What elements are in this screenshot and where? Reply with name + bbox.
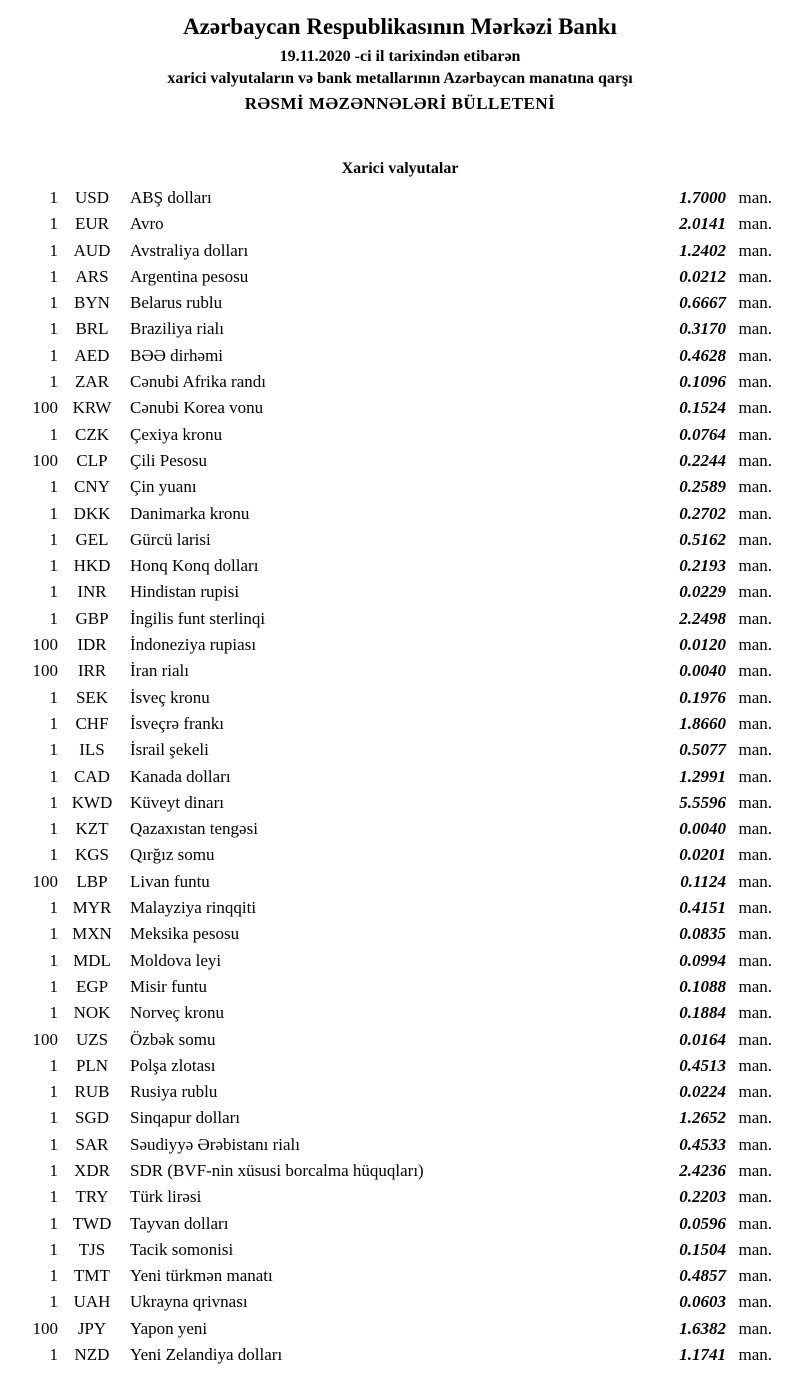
bank-title: Azərbaycan Respublikasının Mərkəzi Bankı bbox=[183, 14, 617, 39]
currency-name-cell: Norveç kronu bbox=[130, 1003, 224, 1023]
table-row bbox=[22, 319, 772, 345]
currency-code-cell: CHF bbox=[75, 713, 109, 733]
table-row bbox=[22, 451, 772, 477]
currency-code-cell: ILS bbox=[79, 740, 105, 760]
currency-code-cell: KRW bbox=[72, 398, 112, 418]
quantity-cell: 1 bbox=[49, 608, 58, 628]
unit-cell: man. bbox=[738, 635, 772, 655]
rate-cell: 5.5596 bbox=[679, 792, 726, 812]
scope-line: xarici valyutaların və bank metallarının Azərbaycan manatına qarşı bbox=[167, 70, 633, 87]
rate-cell: 0.0835 bbox=[679, 924, 726, 944]
currency-name-cell: Argentina pesosu bbox=[130, 266, 249, 286]
rate-cell: 0.5162 bbox=[679, 529, 726, 549]
currency-code-cell: AED bbox=[74, 345, 110, 365]
currency-name-cell: Özbək somu bbox=[130, 1029, 216, 1049]
currency-code-cell: HKD bbox=[73, 556, 111, 576]
table-row bbox=[22, 635, 772, 661]
currency-name-cell: Çexiya kronu bbox=[130, 424, 223, 444]
currency-name-cell: SDR (BVF-nin xüsusi borcalma hüquqları) bbox=[130, 1160, 424, 1180]
currency-code-cell: CLP bbox=[76, 450, 108, 470]
currency-name-cell: Moldova leyi bbox=[130, 950, 222, 970]
currency-name-cell: Livan funtu bbox=[130, 871, 210, 891]
currency-code-cell: CZK bbox=[75, 424, 109, 444]
table-row bbox=[22, 977, 772, 1003]
rate-cell: 0.4513 bbox=[679, 1055, 726, 1075]
quantity-cell: 1 bbox=[49, 819, 58, 839]
currency-code-cell: USD bbox=[74, 188, 109, 207]
currency-name-cell: Rusiya rublu bbox=[130, 1082, 218, 1102]
quantity-cell: 1 bbox=[49, 188, 58, 207]
currency-name-cell: Malayziya rinqqiti bbox=[130, 898, 257, 918]
unit-cell: man. bbox=[738, 898, 772, 918]
rate-cell: 0.1524 bbox=[679, 398, 726, 418]
rate-cell: 1.2991 bbox=[679, 766, 726, 786]
currency-name-cell: İndoneziya rupiası bbox=[130, 635, 257, 655]
table-row bbox=[22, 1266, 772, 1292]
currency-code-cell: PLN bbox=[75, 1055, 109, 1075]
table-row bbox=[22, 845, 772, 871]
quantity-cell: 1 bbox=[49, 345, 58, 365]
table-row bbox=[22, 241, 772, 267]
rate-cell: 0.0994 bbox=[679, 950, 726, 970]
currency-name-cell: Belarus rublu bbox=[130, 293, 223, 313]
currency-name-cell: Çin yuanı bbox=[130, 477, 197, 497]
currency-name-cell: ABŞ dolları bbox=[130, 188, 212, 207]
rate-cell: 0.0212 bbox=[679, 266, 726, 286]
rate-cell: 0.4533 bbox=[679, 1134, 726, 1154]
quantity-cell: 1 bbox=[49, 214, 58, 234]
currency-name-cell: Sinqapur dolları bbox=[130, 1108, 241, 1128]
quantity-cell: 1 bbox=[49, 713, 58, 733]
currency-name-cell: İran rialı bbox=[130, 661, 189, 681]
rate-cell: 0.0120 bbox=[679, 635, 726, 655]
quantity-cell: 100 bbox=[32, 1029, 58, 1049]
unit-cell: man. bbox=[738, 319, 772, 339]
currency-name-cell: Səudiyyə Ərəbistanı rialı bbox=[130, 1134, 300, 1154]
currency-name-cell: Braziliya rialı bbox=[130, 319, 224, 339]
rate-cell: 0.1976 bbox=[679, 687, 726, 707]
quantity-cell: 100 bbox=[32, 661, 58, 681]
currency-name-cell: Polşa zlotası bbox=[130, 1055, 216, 1075]
quantity-cell: 1 bbox=[49, 582, 58, 602]
rate-cell: 0.1504 bbox=[679, 1239, 726, 1259]
unit-cell: man. bbox=[738, 1029, 772, 1049]
rate-cell: 0.4151 bbox=[679, 898, 726, 918]
table-row bbox=[22, 951, 772, 977]
quantity-cell: 1 bbox=[49, 792, 58, 812]
currency-name-cell: Gürcü larisi bbox=[130, 529, 211, 549]
currency-code-cell: BRL bbox=[75, 319, 109, 339]
currency-code-cell: MYR bbox=[72, 898, 112, 918]
table-row bbox=[22, 898, 772, 924]
unit-cell: man. bbox=[738, 1266, 772, 1286]
rate-cell: 0.1884 bbox=[679, 1003, 726, 1023]
currency-code-cell: LBP bbox=[76, 871, 108, 891]
table-row bbox=[22, 530, 772, 556]
currency-name-cell: Qırğız somu bbox=[130, 845, 215, 865]
currency-name-cell: Cənubi Korea vonu bbox=[130, 398, 264, 418]
table-row bbox=[22, 372, 772, 398]
currency-code-cell: UZS bbox=[75, 1029, 109, 1049]
currency-name-cell: İsrail şekeli bbox=[130, 740, 209, 760]
rate-cell: 1.6382 bbox=[679, 1318, 726, 1338]
unit-cell: man. bbox=[738, 845, 772, 865]
unit-cell: man. bbox=[738, 582, 772, 602]
currency-code-cell: ARS bbox=[75, 266, 109, 286]
currency-code-cell: CNY bbox=[74, 477, 110, 497]
unit-cell: man. bbox=[738, 1345, 772, 1365]
currency-name-cell: Kanada dolları bbox=[130, 766, 231, 786]
table-row bbox=[22, 1056, 772, 1082]
table-row bbox=[22, 556, 772, 582]
quantity-cell: 1 bbox=[49, 1082, 58, 1102]
unit-cell: man. bbox=[738, 188, 772, 207]
rate-cell: 0.2203 bbox=[679, 1187, 726, 1207]
currency-name-cell: Türk lirəsi bbox=[130, 1187, 202, 1207]
table-row bbox=[22, 1292, 772, 1318]
currency-name-cell: Küveyt dinarı bbox=[130, 792, 224, 812]
currency-code-cell: GBP bbox=[75, 608, 109, 628]
unit-cell: man. bbox=[738, 766, 772, 786]
rate-cell: 0.3170 bbox=[679, 319, 726, 339]
currency-code-cell: AUD bbox=[73, 240, 111, 260]
unit-cell: man. bbox=[738, 740, 772, 760]
rate-cell: 0.2702 bbox=[679, 503, 726, 523]
rate-cell: 0.0596 bbox=[679, 1213, 726, 1233]
currency-name-cell: Honq Konq dolları bbox=[130, 556, 259, 576]
table-row bbox=[22, 609, 772, 635]
table-row bbox=[22, 267, 772, 293]
unit-cell: man. bbox=[738, 240, 772, 260]
currency-code-cell: TWD bbox=[72, 1213, 112, 1233]
table-row bbox=[22, 740, 772, 766]
currency-code-cell: SAR bbox=[75, 1134, 109, 1154]
unit-cell: man. bbox=[738, 266, 772, 286]
unit-cell: man. bbox=[738, 1055, 772, 1075]
currency-code-cell: GEL bbox=[75, 529, 109, 549]
currency-name-cell: Hindistan rupisi bbox=[130, 582, 240, 602]
quantity-cell: 100 bbox=[32, 398, 58, 418]
currency-code-cell: TRY bbox=[75, 1187, 109, 1207]
rate-cell: 0.1096 bbox=[679, 372, 726, 392]
unit-cell: man. bbox=[738, 661, 772, 681]
rate-cell: 0.4628 bbox=[679, 345, 726, 365]
currency-name-cell: Avro bbox=[130, 214, 164, 234]
currency-code-cell: MDL bbox=[73, 950, 111, 970]
unit-cell: man. bbox=[738, 1108, 772, 1128]
table-row bbox=[22, 1082, 772, 1108]
quantity-cell: 1 bbox=[49, 1266, 58, 1286]
unit-cell: man. bbox=[738, 950, 772, 970]
unit-cell: man. bbox=[738, 450, 772, 470]
currency-code-cell: KWD bbox=[71, 792, 113, 812]
quantity-cell: 1 bbox=[49, 1345, 58, 1365]
rate-cell: 0.0164 bbox=[679, 1029, 726, 1049]
rate-cell: 0.2589 bbox=[679, 477, 726, 497]
quantity-cell: 1 bbox=[49, 687, 58, 707]
unit-cell: man. bbox=[738, 345, 772, 365]
table-row bbox=[22, 214, 772, 240]
currency-code-cell: SEK bbox=[75, 687, 109, 707]
currency-name-cell: Danimarka kronu bbox=[130, 503, 250, 523]
currency-name-cell: İsveç kronu bbox=[130, 687, 210, 707]
currency-name-cell: İngilis funt sterlinqi bbox=[130, 608, 266, 628]
unit-cell: man. bbox=[738, 1003, 772, 1023]
unit-cell: man. bbox=[738, 1187, 772, 1207]
currency-code-cell: SGD bbox=[74, 1108, 109, 1128]
currency-code-cell: TJS bbox=[78, 1239, 106, 1259]
table-row bbox=[22, 1187, 772, 1213]
table-row bbox=[22, 1135, 772, 1161]
table-row bbox=[22, 767, 772, 793]
quantity-cell: 1 bbox=[49, 1134, 58, 1154]
quantity-cell: 1 bbox=[49, 529, 58, 549]
table-row bbox=[22, 1214, 772, 1240]
table-row bbox=[22, 1108, 772, 1134]
currency-code-cell: IDR bbox=[77, 635, 107, 655]
quantity-cell: 1 bbox=[49, 372, 58, 392]
rate-cell: 1.1741 bbox=[679, 1345, 726, 1365]
currency-code-cell: ZAR bbox=[75, 372, 109, 392]
unit-cell: man. bbox=[738, 214, 772, 234]
currency-name-cell: Yeni Zelandiya dolları bbox=[130, 1345, 283, 1365]
currency-code-cell: KZT bbox=[75, 819, 109, 839]
currency-code-cell: IRR bbox=[77, 661, 107, 681]
table-row bbox=[22, 504, 772, 530]
table-row bbox=[22, 582, 772, 608]
quantity-cell: 100 bbox=[32, 635, 58, 655]
currency-code-cell: NOK bbox=[73, 1003, 111, 1023]
unit-cell: man. bbox=[738, 608, 772, 628]
section-title-foreign-currencies: Xarici valyutalar bbox=[341, 160, 459, 177]
table-row bbox=[22, 688, 772, 714]
rate-cell: 0.1124 bbox=[680, 871, 726, 891]
table-row bbox=[22, 714, 772, 740]
table-row bbox=[22, 477, 772, 503]
unit-cell: man. bbox=[738, 924, 772, 944]
table-row bbox=[22, 1319, 772, 1345]
quantity-cell: 1 bbox=[49, 1239, 58, 1259]
unit-cell: man. bbox=[738, 871, 772, 891]
quantity-cell: 1 bbox=[49, 556, 58, 576]
currency-name-cell: Tayvan dolları bbox=[130, 1213, 229, 1233]
quantity-cell: 1 bbox=[49, 766, 58, 786]
quantity-cell: 100 bbox=[32, 871, 58, 891]
quantity-cell: 1 bbox=[49, 293, 58, 313]
unit-cell: man. bbox=[738, 792, 772, 812]
quantity-cell: 1 bbox=[49, 1055, 58, 1075]
unit-cell: man. bbox=[738, 1318, 772, 1338]
quantity-cell: 1 bbox=[49, 319, 58, 339]
table-row bbox=[22, 346, 772, 372]
quantity-cell: 1 bbox=[49, 740, 58, 760]
rate-cell: 0.0764 bbox=[679, 424, 726, 444]
rate-cell: 2.2498 bbox=[679, 608, 726, 628]
unit-cell: man. bbox=[738, 819, 772, 839]
unit-cell: man. bbox=[738, 976, 772, 996]
unit-cell: man. bbox=[738, 1292, 772, 1312]
quantity-cell: 1 bbox=[49, 240, 58, 260]
rate-cell: 0.0040 bbox=[679, 819, 726, 839]
bulletin-header bbox=[0, 14, 800, 114]
rate-cell: 0.2193 bbox=[679, 556, 726, 576]
quantity-cell: 1 bbox=[49, 1108, 58, 1128]
currency-code-cell: JPY bbox=[77, 1318, 107, 1338]
quantity-cell: 100 bbox=[32, 450, 58, 470]
quantity-cell: 1 bbox=[49, 976, 58, 996]
quantity-cell: 1 bbox=[49, 477, 58, 497]
currency-code-cell: DKK bbox=[73, 503, 111, 523]
table-row bbox=[22, 1345, 772, 1371]
currency-code-cell: XDR bbox=[74, 1160, 110, 1180]
unit-cell: man. bbox=[738, 687, 772, 707]
rate-cell: 0.1088 bbox=[679, 976, 726, 996]
rate-cell: 0.0229 bbox=[679, 582, 726, 602]
table-row bbox=[22, 661, 772, 687]
rate-cell: 0.2244 bbox=[679, 450, 726, 470]
unit-cell: man. bbox=[738, 293, 772, 313]
currency-name-cell: Yeni türkmən manatı bbox=[130, 1266, 273, 1286]
currency-code-cell: UAH bbox=[73, 1292, 111, 1312]
table-row bbox=[22, 1240, 772, 1266]
rate-cell: 0.5077 bbox=[679, 740, 726, 760]
unit-cell: man. bbox=[738, 424, 772, 444]
quantity-cell: 1 bbox=[49, 924, 58, 944]
bulletin-title: RƏSMİ MƏZƏNNƏLƏRİ BÜLLETENİ bbox=[244, 94, 556, 113]
currency-code-cell: CAD bbox=[74, 766, 110, 786]
table-row bbox=[22, 425, 772, 451]
unit-cell: man. bbox=[738, 398, 772, 418]
effective-date-line: 19.11.2020 -ci il tarixindən etibarən bbox=[279, 48, 521, 65]
rate-cell: 1.2402 bbox=[679, 240, 726, 260]
rate-cell: 0.0040 bbox=[679, 661, 726, 681]
table-row bbox=[22, 1003, 772, 1029]
currency-name-cell: Meksika pesosu bbox=[130, 924, 240, 944]
currency-name-cell: İsveçrə frankı bbox=[130, 713, 224, 733]
quantity-cell: 1 bbox=[49, 1292, 58, 1312]
currency-name-cell: Cənubi Afrika randı bbox=[130, 372, 266, 392]
rate-cell: 2.4236 bbox=[679, 1160, 726, 1180]
rate-cell: 0.0603 bbox=[679, 1292, 726, 1312]
unit-cell: man. bbox=[738, 372, 772, 392]
currency-code-cell: KGS bbox=[74, 845, 109, 865]
currency-code-cell: NZD bbox=[74, 1345, 110, 1365]
table-row bbox=[22, 1161, 772, 1187]
currency-name-cell: Avstraliya dolları bbox=[130, 240, 249, 260]
quantity-cell: 1 bbox=[49, 1213, 58, 1233]
currency-code-cell: EGP bbox=[75, 976, 109, 996]
quantity-cell: 100 bbox=[32, 1318, 58, 1338]
quantity-cell: 1 bbox=[49, 845, 58, 865]
rate-cell: 0.0224 bbox=[679, 1082, 726, 1102]
table-row bbox=[22, 188, 772, 214]
currency-name-cell: Çili Pesosu bbox=[130, 450, 207, 470]
currency-name-cell: Tacik somonisi bbox=[130, 1239, 234, 1259]
unit-cell: man. bbox=[738, 503, 772, 523]
rate-cell: 1.2652 bbox=[679, 1108, 726, 1128]
rate-cell: 0.0201 bbox=[679, 845, 726, 865]
quantity-cell: 1 bbox=[49, 950, 58, 970]
currency-name-cell: Yapon yeni bbox=[130, 1318, 208, 1338]
currency-code-cell: INR bbox=[77, 582, 107, 602]
currency-name-cell: Qazaxıstan tengəsi bbox=[130, 819, 258, 839]
unit-cell: man. bbox=[738, 1160, 772, 1180]
unit-cell: man. bbox=[738, 529, 772, 549]
table-row bbox=[22, 924, 772, 950]
currency-code-cell: BYN bbox=[74, 293, 110, 313]
currency-code-cell: EUR bbox=[75, 214, 109, 234]
quantity-cell: 1 bbox=[49, 1003, 58, 1023]
unit-cell: man. bbox=[738, 713, 772, 733]
rate-cell: 0.6667 bbox=[679, 293, 726, 313]
currency-code-cell: RUB bbox=[74, 1082, 110, 1102]
quantity-cell: 1 bbox=[49, 1160, 58, 1180]
rate-cell: 2.0141 bbox=[679, 214, 726, 234]
table-row bbox=[22, 398, 772, 424]
quantity-cell: 1 bbox=[49, 898, 58, 918]
currency-code-cell: MXN bbox=[72, 924, 112, 944]
unit-cell: man. bbox=[738, 1082, 772, 1102]
table-row bbox=[22, 293, 772, 319]
quantity-cell: 1 bbox=[49, 1187, 58, 1207]
exchange-rates-table bbox=[0, 188, 800, 1371]
table-row bbox=[22, 872, 772, 898]
table-row bbox=[22, 819, 772, 845]
rate-cell: 0.4857 bbox=[679, 1266, 726, 1286]
unit-cell: man. bbox=[738, 477, 772, 497]
currency-name-cell: Ukrayna qrivnası bbox=[130, 1292, 248, 1312]
quantity-cell: 1 bbox=[49, 503, 58, 523]
unit-cell: man. bbox=[738, 1239, 772, 1259]
table-row bbox=[22, 793, 772, 819]
table-row bbox=[22, 1030, 772, 1056]
unit-cell: man. bbox=[738, 1134, 772, 1154]
quantity-cell: 1 bbox=[49, 424, 58, 444]
currency-name-cell: BƏƏ dirhəmi bbox=[130, 345, 224, 365]
unit-cell: man. bbox=[738, 1213, 772, 1233]
currency-name-cell: Misir funtu bbox=[130, 976, 207, 996]
quantity-cell: 1 bbox=[49, 266, 58, 286]
rate-cell: 1.7000 bbox=[679, 188, 726, 207]
rate-cell: 1.8660 bbox=[679, 713, 726, 733]
currency-code-cell: TMT bbox=[74, 1266, 110, 1286]
unit-cell: man. bbox=[738, 556, 772, 576]
